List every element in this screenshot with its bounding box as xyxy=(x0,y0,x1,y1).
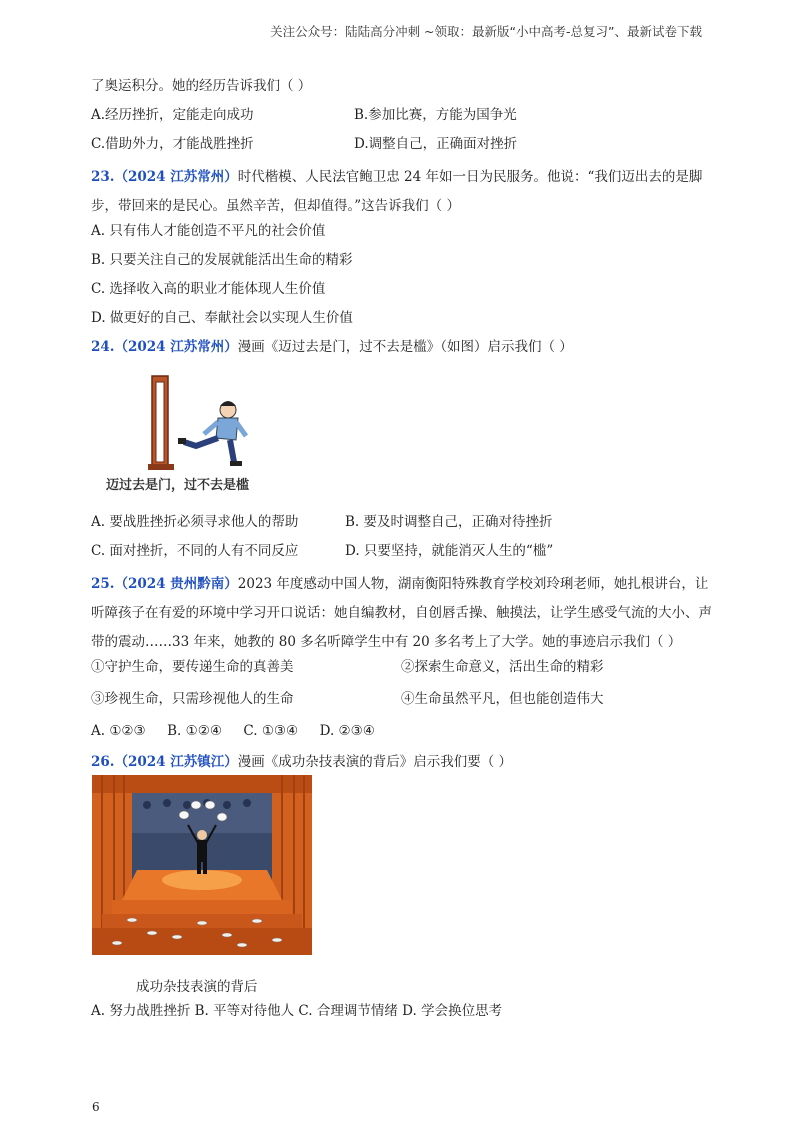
q24-stem-text: 漫画《迈过去是门，过不去是槛》（如图）启示我们（ ） xyxy=(237,339,573,355)
q22-option-c[interactable]: C.借助外力，才能战胜挫折 xyxy=(91,136,254,152)
q23-option-d[interactable]: D. 做更好的自己、奉献社会以实现人生价值 xyxy=(91,310,353,326)
q26-stem-text: 漫画《成功杂技表演的背后》启示我们要（ ） xyxy=(237,754,513,770)
q22-options-row-2 xyxy=(91,134,721,163)
q25-statement-2: ②探索生命意义，活出生命的精彩 xyxy=(401,659,604,675)
q22-stem-tail: 了奥运积分。她的经历告诉我们（ ） xyxy=(91,78,312,94)
q25-option-a[interactable]: A. ①②③ xyxy=(91,723,146,739)
q26-number: 26.（2024 江苏镇江） xyxy=(91,754,238,770)
q24-comic-caption: 迈过去是门，过不去是槛 xyxy=(106,478,250,493)
q25-stem xyxy=(91,570,721,657)
q25-number: 25.（2024 贵州黔南） xyxy=(91,576,238,592)
q22-options-row-1 xyxy=(91,105,721,134)
q25-option-b[interactable]: B. ①②④ xyxy=(167,723,222,739)
q26-options: A. 努力战胜挫折 B. 平等对待他人 C. 合理调节情绪 D. 学会换位思考 xyxy=(91,1003,503,1019)
q22-option-d[interactable]: D.调整自己，正确面对挫折 xyxy=(354,136,518,152)
q24-option-d[interactable]: D. 只要坚持，就能消灭人生的“槛” xyxy=(345,543,554,559)
q24-option-b[interactable]: B. 要及时调整自己，正确对待挫折 xyxy=(345,514,553,530)
q25-options xyxy=(91,721,721,750)
q24-options-row-2 xyxy=(91,541,721,570)
q26-comic-caption: 成功杂技表演的背后 xyxy=(136,979,258,995)
document-body xyxy=(91,76,721,1030)
q24-option-a[interactable]: A. 要战胜挫折必须寻求他人的帮助 xyxy=(91,514,299,530)
q23-option-a[interactable]: A. 只有伟人才能创造不平凡的社会价值 xyxy=(91,223,326,239)
q23-option-c[interactable]: C. 选择收入高的职业才能体现人生价值 xyxy=(91,281,326,297)
q24-option-c[interactable]: C. 面对挫折，不同的人有不同反应 xyxy=(91,543,299,559)
q23-option-b[interactable]: B. 只要关注自己的发展就能活出生命的精彩 xyxy=(91,252,353,268)
q23-stem-text: 时代楷模、人民法官鲍卫忠 24 年如一日为民服务。他说：“我们迈出去的是脚步，带回来的是民心。虽然辛苦，但却值得。”这告诉我们（ ） xyxy=(91,169,703,214)
q25-stem-text: 2023 年度感动中国人物，湖南衡阳特殊教育学校刘玲琍老师，她扎根讲台，让听障孩子在有爱的环境中学习开口说话：她自编教材，自创唇舌操、触摸法，让学生感受气流的大小、声带的震动……33 年来，她教的 80 多名听障学生中有 20 多名考上了大学。她的事迹启示我们（ ） xyxy=(91,576,712,650)
page-header: 关注公众号：陆陆高分冲刺 ~领取：最新版“小中高考-总复习”、最新试卷下载 xyxy=(270,24,702,39)
acrobat-stage-illustration xyxy=(92,775,312,955)
q25-statements-row-1 xyxy=(91,657,721,689)
q24-stem xyxy=(91,337,721,366)
q24-options-row-1 xyxy=(91,512,721,541)
q22-option-b[interactable]: B.参加比赛，方能为国争光 xyxy=(354,107,517,123)
page-number: 6 xyxy=(92,1100,100,1114)
door-threshold-illustration xyxy=(118,366,268,476)
q25-statements-row-2 xyxy=(91,689,721,721)
q25-statement-4: ④生命虽然平凡，但也能创造伟大 xyxy=(401,691,604,707)
q25-statement-3: ③珍视生命，只需珍视他人的生命 xyxy=(91,691,294,707)
q24-comic xyxy=(96,366,721,498)
q25-option-d[interactable]: D. ②③④ xyxy=(319,723,375,739)
q25-option-c[interactable]: C. ①③④ xyxy=(243,723,299,739)
q22-option-a[interactable]: A.经历挫折，定能走向成功 xyxy=(91,107,254,123)
q24-number: 24.（2024 江苏常州） xyxy=(91,339,238,355)
q23-number: 23.（2024 江苏常州） xyxy=(91,169,238,185)
q25-statement-1: ①守护生命，要传递生命的真善美 xyxy=(91,659,294,675)
q23-stem xyxy=(91,163,721,221)
